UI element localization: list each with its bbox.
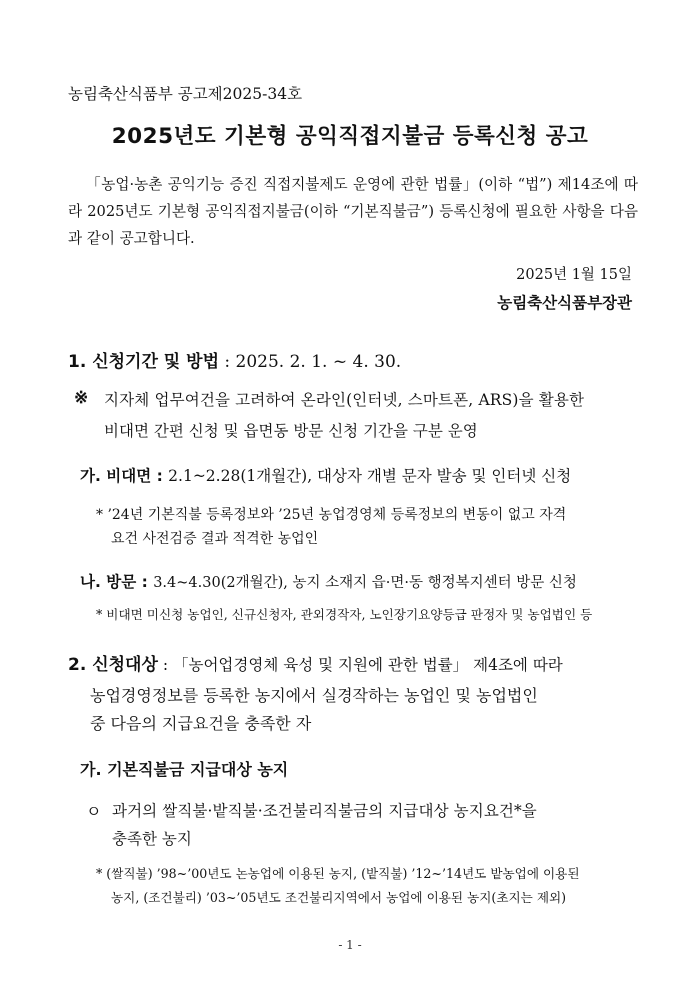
notice-number: 농림축산식품부 공고제2025-34호	[68, 85, 303, 103]
section1-item-a	[80, 464, 571, 486]
section2-line3: 중 다음의 지급요건을 충족한 자	[90, 714, 312, 733]
section1-period: : 2025. 2. 1. ~ 4. 30.	[219, 352, 402, 372]
section2-item-a-heading: 가. 기본직불금 지급대상 농지	[80, 760, 289, 779]
document-title: 2025년도 기본형 공익직접지불금 등록신청 공고	[111, 124, 589, 149]
bullet-mark: ㅇ	[86, 802, 102, 821]
section2-line1: : 「농어업경영체 육성 및 지원에 관한 법률」 제4조에 따라	[157, 656, 563, 674]
bullet-line1: 과거의 쌀직불·밭직불·조건불리직불금의 지급대상 농지요건*을	[112, 802, 537, 820]
reference-mark: ※	[74, 388, 89, 408]
intro-paragraph: 「농업·농촌 공익기능 증진 직접지불제도 운영에 관한 법률」(이하 “법”) 제14조에 따라 2025년도 기본형 공익직접지불금(이하 “기본직불금”) 등록신청에 필요한 사항을 다음과 같이 공고합니다.	[68, 176, 638, 247]
issuer-name: 농림축산식품부장관	[497, 293, 632, 312]
eligibility-footnote-line2: 농지, (조건불리) ’03~’05년도 조건불리지역에서 농업에 이용된 농지(초지는 제외)	[111, 890, 567, 905]
item-a-footnote-line2: 요건 사전검증 결과 적격한 농업인	[111, 531, 319, 547]
section2-heading-line	[68, 650, 563, 675]
section1-note-line2: 비대면 간편 신청 및 읍면동 방문 신청 기간을 구분 운영	[104, 422, 478, 440]
item-b-text: 3.4~4.30(2개월간), 농지 소재지 읍·면·동 행정복지센터 방문 신청	[153, 575, 577, 591]
section2-heading: 2. 신청대상	[68, 655, 158, 675]
eligibility-footnote-line1: * (쌀직불) ’98~’00년도 논농업에 이용된 농지, (밭직불) ’12~’14년도 밭농업에 이용된	[96, 866, 580, 881]
section1-heading: 1. 신청기간 및 방법	[68, 352, 219, 372]
item-b-label: 나. 방문 :	[80, 573, 154, 591]
notice-date: 2025년 1월 15일	[516, 267, 632, 283]
item-b-footnote: * 비대면 미신청 농업인, 신규신청자, 관외경작자, 노인장기요양등급 판정자 및 농업법인 등	[96, 607, 593, 622]
section1-note-line1: 지자체 업무여건을 고려하여 온라인(인터넷, 스마트폰, ARS)을 활용한	[104, 391, 585, 409]
section2-line2: 농업경영정보를 등록한 농지에서 실경작하는 농업인 및 농업법인	[90, 686, 538, 705]
page-number: - 1 -	[338, 938, 362, 952]
section1-heading-line	[68, 347, 401, 372]
bullet-line2: 충족한 농지	[112, 830, 192, 848]
item-a-footnote-line1: * ’24년 기본직불 등록정보와 ’25년 농업경영체 등록정보의 변동이 없고 자격	[96, 507, 567, 523]
item-a-text: 2.1~2.28(1개월간), 대상자 개별 문자 발송 및 인터넷 신청	[168, 467, 572, 485]
item-a-label: 가. 비대면 :	[80, 467, 169, 485]
section1-item-b	[80, 570, 577, 592]
